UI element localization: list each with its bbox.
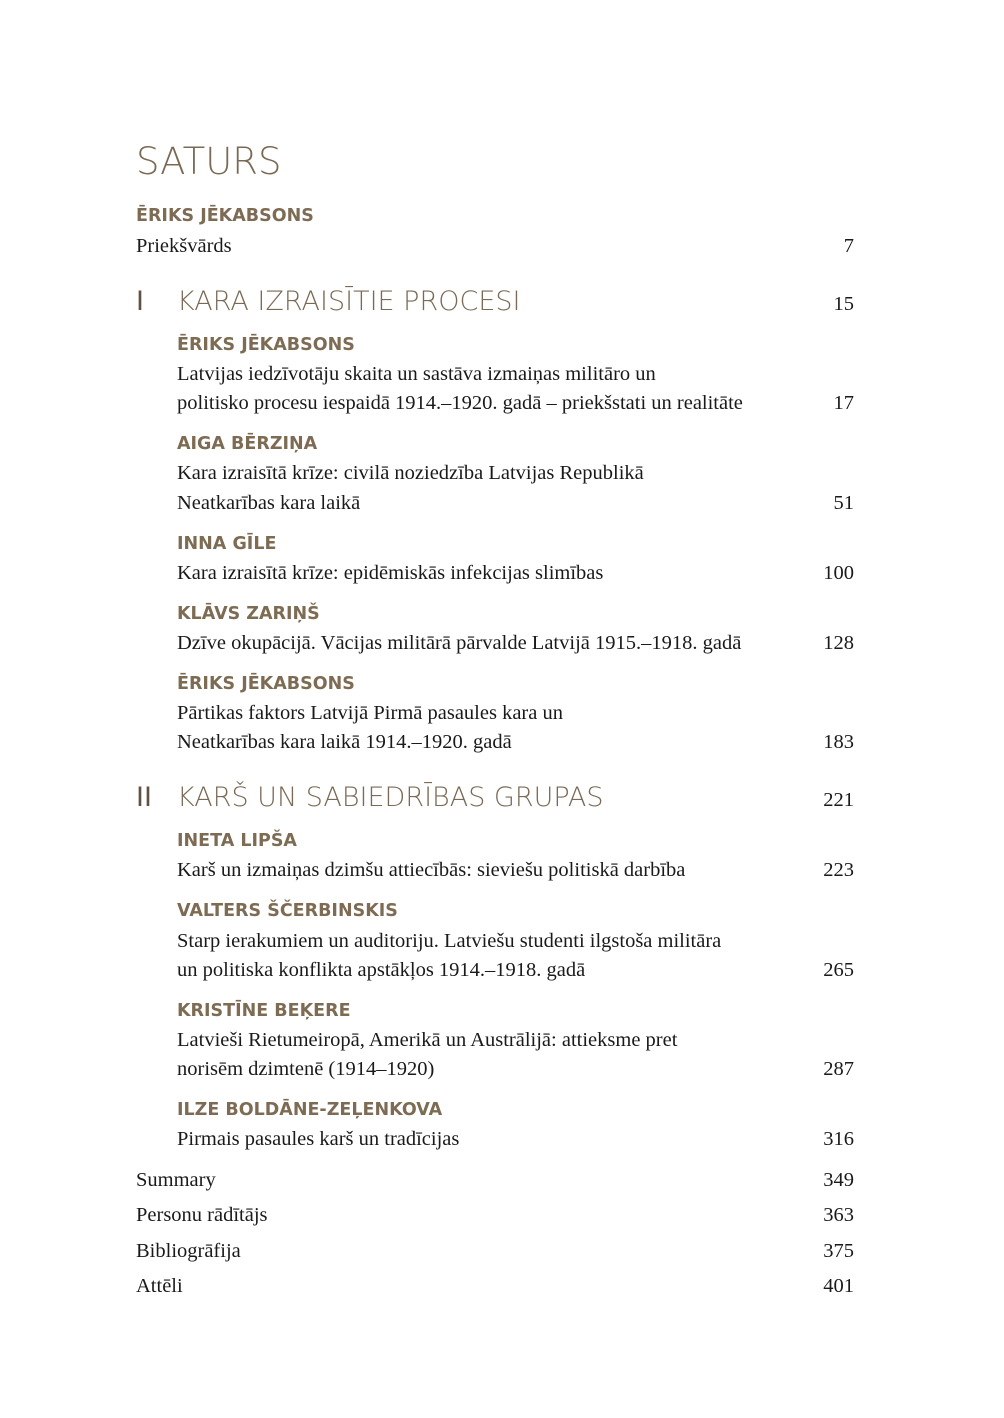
entry-page-number: 287: [823, 1058, 854, 1080]
entry-page-number: 316: [823, 1128, 854, 1150]
entry-page-number: 100: [823, 562, 854, 584]
entry-page-number: 51: [833, 492, 854, 514]
entry-title-line[interactable]: Pārtikas faktors Latvijā Pirmā pasaules kara un: [177, 702, 563, 724]
back-matter-page-number: 349: [823, 1169, 854, 1191]
entry-title-line[interactable]: Kara izraisītā krīze: epidēmiskās infekcijas slimības: [177, 562, 604, 584]
entry-title-line[interactable]: Latvijas iedzīvotāju skaita un sastāva izmaiņas militāro un: [177, 363, 656, 385]
part-number: I: [136, 286, 144, 317]
part-page-number: 221: [823, 789, 854, 811]
back-matter-page-number: 401: [823, 1275, 854, 1297]
entry-author: INETA LIPŠA: [177, 831, 297, 851]
back-matter-page-number: 363: [823, 1204, 854, 1226]
entry-page-number: 265: [823, 959, 854, 981]
entry-title-line[interactable]: Pirmais pasaules karš un tradīcijas: [177, 1128, 460, 1150]
entry-title-line[interactable]: Starp ierakumiem un auditoriju. Latviešu studenti ilgstoša militāra: [177, 930, 722, 952]
entry-author: ILZE BOLDĀNE-ZEĻENKOVA: [177, 1100, 443, 1120]
part-number: II: [136, 782, 152, 813]
back-matter-page-number: 375: [823, 1240, 854, 1262]
part-page-number: 15: [833, 293, 854, 315]
preface-author: ĒRIKS JĒKABSONS: [136, 206, 314, 226]
entry-title-line[interactable]: Karš un izmaiņas dzimšu attiecībās: sieviešu politiskā darbība: [177, 859, 686, 881]
entry-title-line[interactable]: Neatkarības kara laikā: [177, 492, 361, 514]
entry-title-line[interactable]: Latvieši Rietumeiropā, Amerikā un Austrālijā: attieksme pret: [177, 1029, 678, 1051]
back-matter-title[interactable]: Personu rādītājs: [136, 1204, 268, 1226]
page-title: SATURS: [136, 140, 282, 183]
entry-page-number: 17: [833, 392, 854, 414]
back-matter-title[interactable]: Bibliogrāfija: [136, 1240, 241, 1262]
entry-title-line[interactable]: politisko procesu iespaidā 1914.–1920. gadā – priekšstati un realitāte: [177, 392, 743, 414]
preface-page-number: 7: [843, 235, 854, 257]
entry-author: INNA GĪLE: [177, 534, 277, 554]
entry-page-number: 223: [823, 859, 854, 881]
entry-page-number: 183: [823, 731, 854, 753]
preface-title[interactable]: Priekšvārds: [136, 235, 232, 257]
entry-author: ĒRIKS JĒKABSONS: [177, 335, 355, 355]
entry-title-line[interactable]: un politiska konflikta apstākļos 1914.–1918. gadā: [177, 959, 586, 981]
entry-page-number: 128: [823, 632, 854, 654]
entry-title-line[interactable]: Dzīve okupācijā. Vācijas militārā pārvalde Latvijā 1915.–1918. gadā: [177, 632, 742, 654]
back-matter-title[interactable]: Attēli: [136, 1275, 183, 1297]
back-matter-title[interactable]: Summary: [136, 1169, 216, 1191]
entry-author: ĒRIKS JĒKABSONS: [177, 674, 355, 694]
part-title[interactable]: KARA IZRAISĪTIE PROCESI: [177, 286, 521, 317]
entry-title-line[interactable]: norisēm dzimtenē (1914–1920): [177, 1058, 435, 1080]
entry-title-line[interactable]: Kara izraisītā krīze: civilā noziedzība Latvijas Republikā: [177, 462, 644, 484]
part-title[interactable]: KARŠ UN SABIEDRĪBAS GRUPAS: [177, 782, 604, 813]
entry-author: KLĀVS ZARIŅŠ: [177, 604, 320, 624]
entry-title-line[interactable]: Neatkarības kara laikā 1914.–1920. gadā: [177, 731, 512, 753]
entry-author: KRISTĪNE BEĶERE: [177, 1001, 351, 1021]
entry-author: AIGA BĒRZIŅA: [177, 434, 318, 454]
entry-author: VALTERS ŠČERBINSKIS: [177, 901, 398, 921]
